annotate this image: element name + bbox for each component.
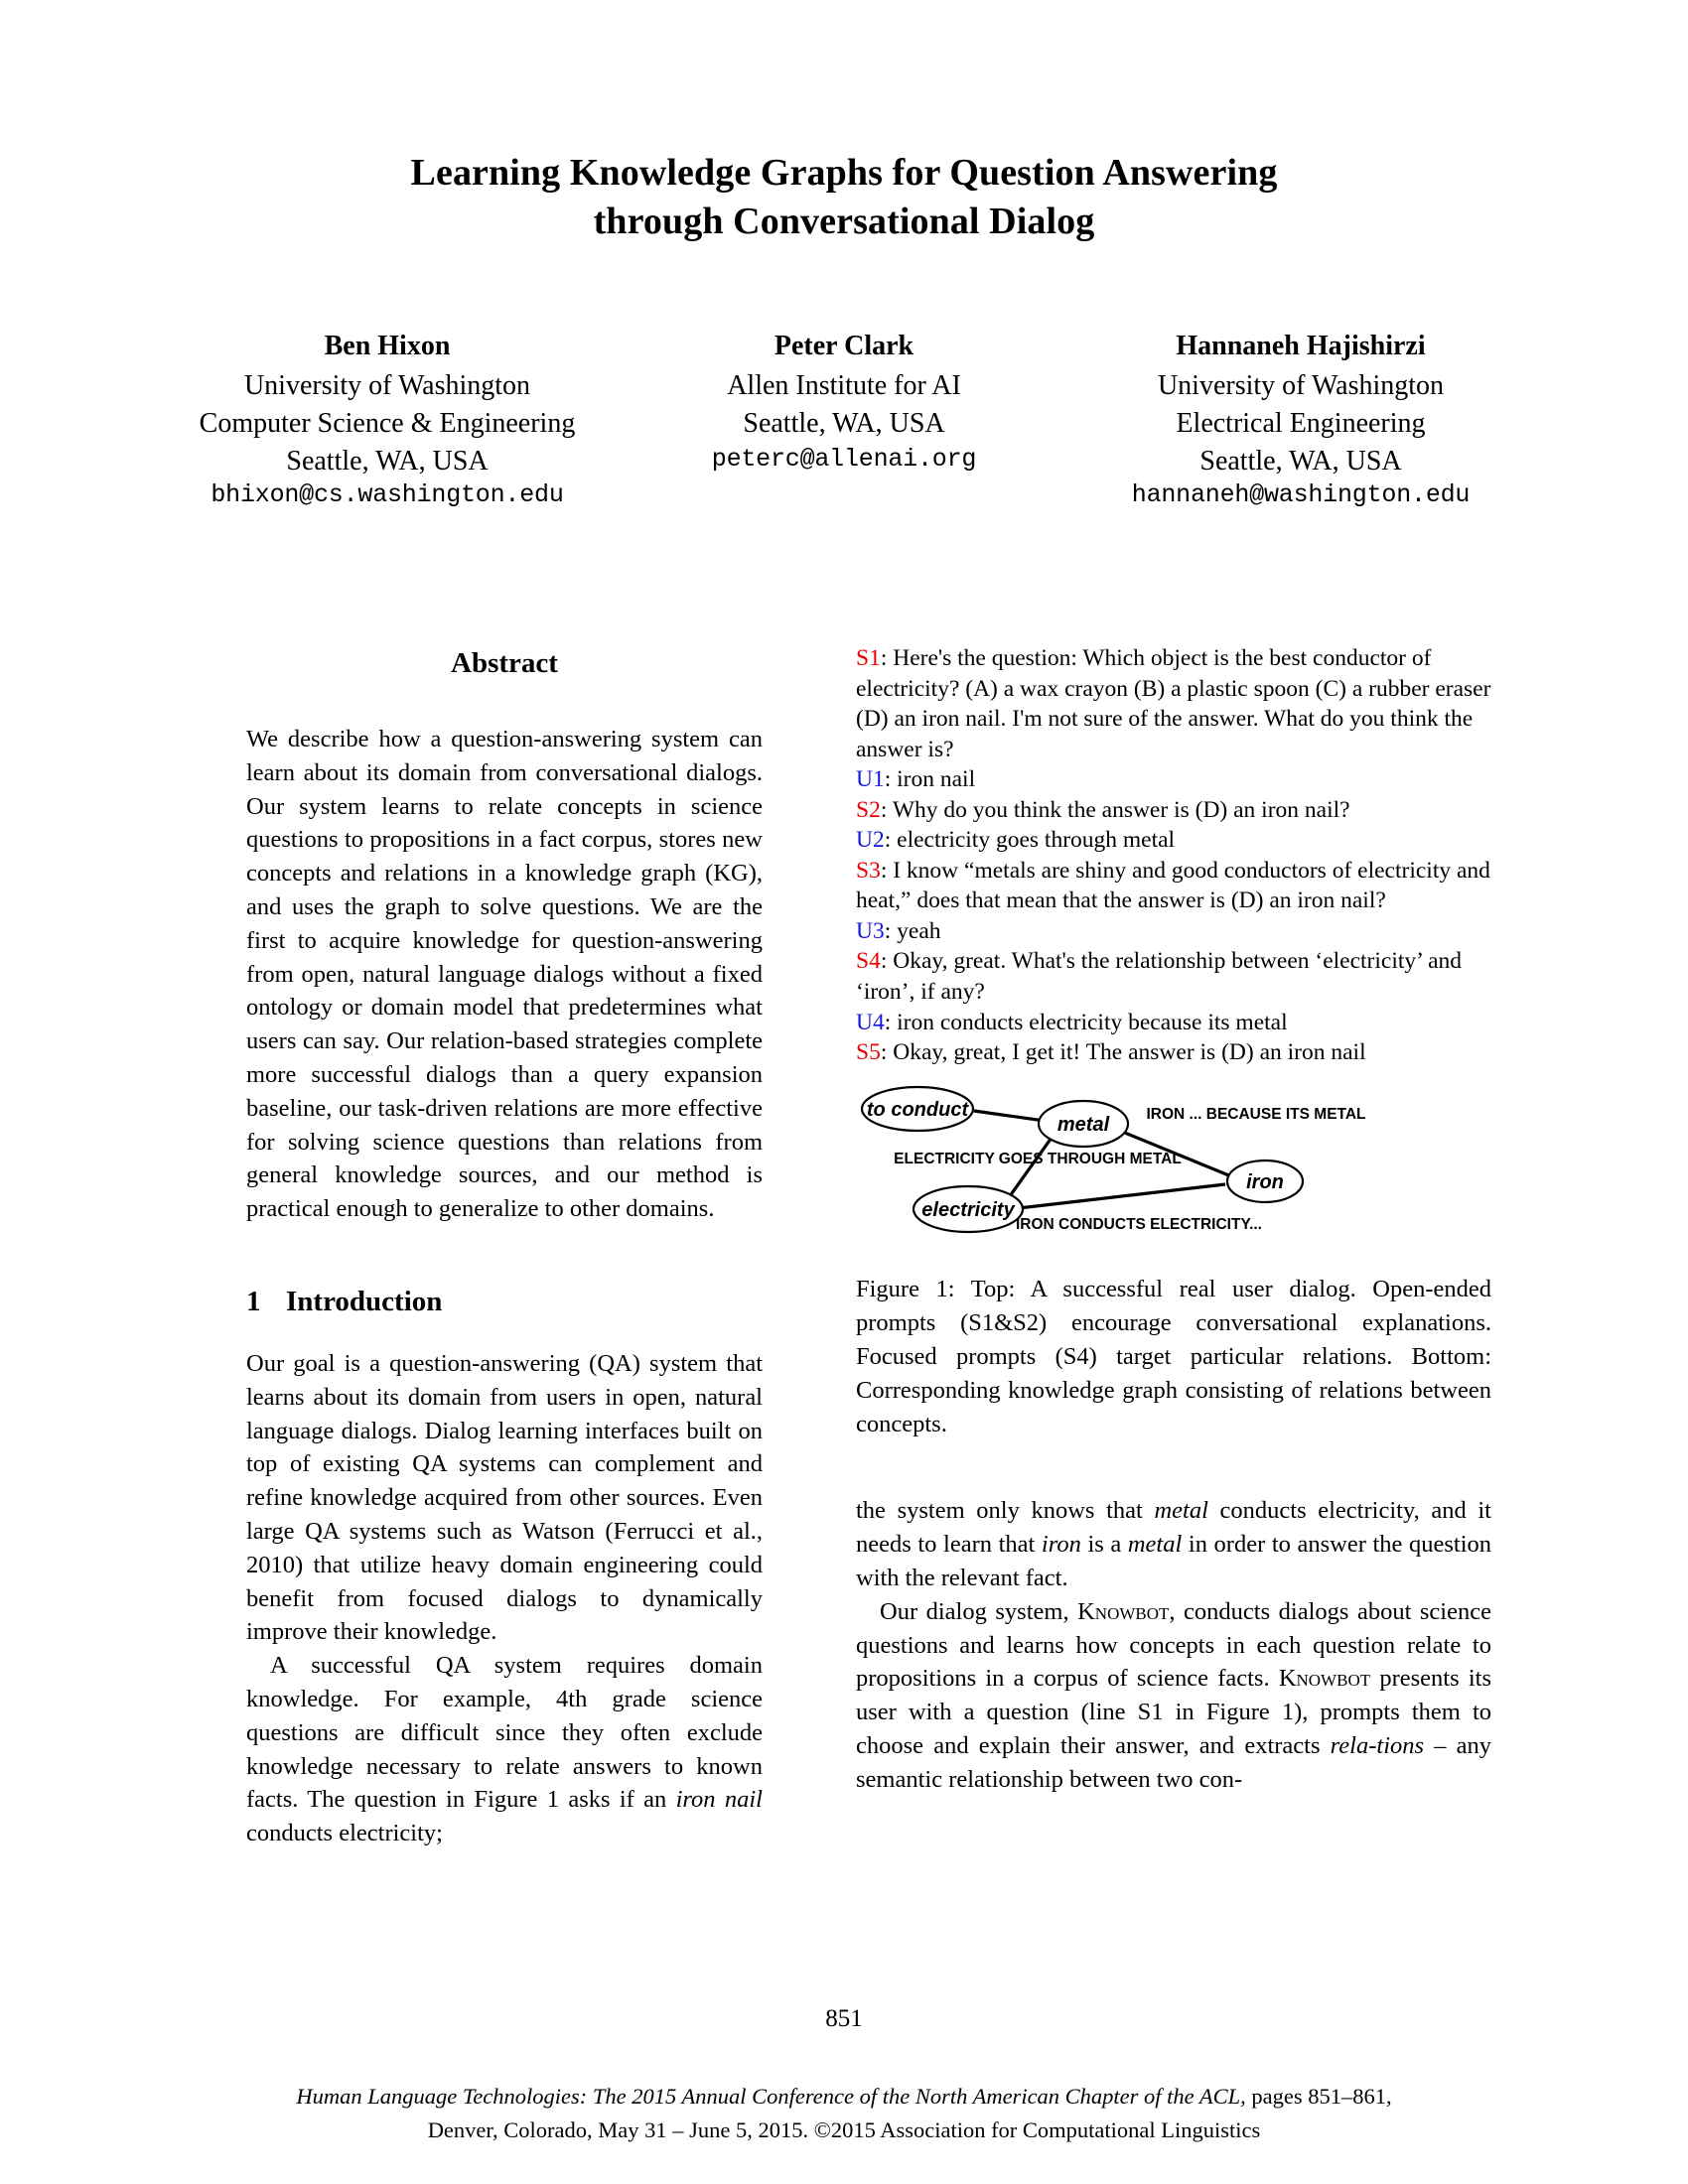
- dialog-text: I know “metals are shiny and good conductors of electricity and heat,” does that mean that the answer is (D) an iron nail?: [856, 857, 1490, 914]
- dialog-text: electricity goes through metal: [897, 827, 1176, 854]
- kg-edge-label-electricity-iron: IRON CONDUCTS ELECTRICITY...: [1015, 1215, 1263, 1233]
- dialog-speaker-label: U3: [856, 917, 885, 944]
- author-affiliation: University of Washington: [1157, 370, 1445, 402]
- dialog-turn: [856, 795, 1491, 826]
- dialog-text: iron conducts electricity because its metal: [897, 1009, 1288, 1035]
- section-number: 1: [246, 1285, 261, 1317]
- intro-paragraph-1: Our goal is a question-answering (QA) system that learns about its domain from users in open, natural language dialogs. Dialog learning interfaces built on top of existing QA systems can complement and refine knowledge acquired from other sources. Even large QA systems such as Watson (Ferrucci et al., 2010) that utilize heavy domain engineering could benefit from focused dialogs to dynamically improve their knowledge.: [246, 1349, 763, 1646]
- dialog-text: yeah: [897, 917, 941, 944]
- rp1-italic-iron: iron: [1041, 1531, 1081, 1559]
- section-heading-introduction: [246, 1282, 763, 1321]
- rp1-part-c: is a: [1080, 1531, 1128, 1559]
- dialog-colon: :: [880, 1039, 888, 1066]
- left-column: [246, 643, 763, 1850]
- author-name: Ben Hixon: [324, 331, 451, 361]
- author-name: Peter Clark: [774, 331, 914, 361]
- dialog-text: Okay, great, I get it! The answer is (D) an iron nail: [887, 1039, 1366, 1066]
- title-line-2: through Conversational Dialog: [593, 200, 1095, 242]
- abstract-heading: Abstract: [451, 647, 558, 679]
- rp1-italic-metal: metal: [1154, 1497, 1208, 1525]
- dialog-speaker-label: U4: [856, 1009, 885, 1035]
- rp2-smallcaps-knowbot: Knowbot: [1077, 1597, 1170, 1625]
- rp1-part-b: conducts electricity, and it needs to learn that: [856, 1497, 1491, 1559]
- dialog-speaker-label: S1: [856, 645, 881, 671]
- dialog-text: Why do you think the answer is (D) an iron nail?: [892, 796, 1350, 823]
- title-block: [248, 149, 1440, 245]
- page-title: [248, 149, 1440, 245]
- dialog-colon: :: [880, 645, 894, 671]
- title-line-1: Learning Knowledge Graphs for Question Answering: [410, 152, 1278, 194]
- right-paragraph-2: [856, 1595, 1491, 1797]
- intro-paragraph-2: [246, 1649, 763, 1850]
- abstract-text: We describe how a question-answering system can learn about its domain from conversational dialogs. Our system learns to relate concepts in science questions to propositions in a fact corpus, stores new concepts and relations in a knowledge graph (KG), and uses the graph to solve questions. We are the first to acquire knowledge for question-answering from open, natural language dialogs without a fixed ontology or domain model that predetermines what users can say. Our relation-based strategies complete more successful dialogs than a query expansion baseline, our task-driven relations are more effective for solving science questions than relations from general knowledge sources, and our method is practical enough to generalize to other domains.: [246, 726, 763, 1223]
- footer-line-2: Denver, Colorado, May 31 – June 5, 2015. ©2015 Association for Computational Linguistics: [427, 2116, 1261, 2142]
- dialog-turn: [856, 946, 1491, 1007]
- dialog-colon: :: [884, 827, 898, 854]
- kg-node-label-to-conduct: to conduct: [866, 1098, 969, 1121]
- dialog-speaker-label: U2: [856, 827, 885, 854]
- dialog-text: Here's the question: Which object is the best conductor of electricity? (A) a wax crayon (B) a plastic spoon (C) a rubber eraser (D) an iron nail. I'm not sure of the answer. What do you think the answer is?: [856, 645, 1491, 762]
- rp2-part-c: presents its user with a question (line S1 in Figure 1), prompts them to choose and explain their answer, and extracts: [856, 1665, 1491, 1760]
- dialog-colon: :: [884, 1009, 898, 1035]
- author-name: Hannaneh Hajishirzi: [1176, 331, 1426, 361]
- author-location: Seattle, WA, USA: [286, 446, 489, 478]
- footer-citation: [0, 2080, 1688, 2147]
- dialog-speaker-label: S4: [856, 948, 881, 975]
- dialog-speaker-label: U1: [856, 766, 885, 793]
- dialog-text: iron nail: [897, 766, 976, 793]
- kg-edge-label-metal-iron: IRON ... BECAUSE ITS METAL: [1146, 1105, 1366, 1123]
- kg-node-label-electricity: electricity: [921, 1198, 1015, 1221]
- dialog-colon: :: [880, 857, 888, 884]
- page-number: 851: [825, 2005, 863, 2032]
- dialog-turn: [856, 916, 1491, 947]
- author-email[interactable]: bhixon@cs.washington.edu: [211, 480, 564, 509]
- author-department: Computer Science & Engineering: [199, 408, 576, 440]
- author-location: Seattle, WA, USA: [743, 408, 945, 440]
- footer-venue: Human Language Technologies: The 2015 Annual Conference of the North American Chapter of the ACL: [296, 2084, 1241, 2109]
- author-location: Seattle, WA, USA: [1199, 446, 1402, 478]
- dialog-turn: [856, 764, 1491, 795]
- dialog-colon: :: [880, 796, 893, 823]
- author-entry: [169, 328, 606, 509]
- intro-p2-part-b: conducts electricity;: [246, 1820, 443, 1847]
- kg-edge-label-metal-electricity: ELECTRICITY GOES THROUGH METAL: [894, 1150, 1182, 1167]
- footer-line-1: [0, 2080, 1688, 2114]
- right-paragraph-1: [856, 1494, 1491, 1594]
- dialog-speaker-label: S3: [856, 857, 881, 884]
- dialog-speaker-label: S2: [856, 796, 881, 823]
- author-email[interactable]: peterc@allenai.org: [711, 445, 977, 475]
- dialog-colon: :: [884, 766, 898, 793]
- intro-p2-italic: iron nail: [675, 1786, 763, 1814]
- dialog-turn: [856, 856, 1491, 916]
- author-affiliation: University of Washington: [243, 370, 531, 402]
- intro-p2-part-a: A successful QA system requires domain knowledge. For example, 4th grade science questions are difficult since they often exclude knowledge necessary to relate answers to known facts. The question in Figure 1 asks if an: [246, 1652, 763, 1814]
- dialog-turn: [856, 1008, 1491, 1038]
- figure-1: [856, 1084, 1491, 1441]
- section-title: Introduction: [286, 1285, 443, 1317]
- dialog-colon: :: [884, 917, 898, 944]
- kg-node-label-metal: metal: [1056, 1113, 1110, 1136]
- rp2-smallcaps-knowbot-2: Knowbot: [1278, 1665, 1371, 1693]
- rp1-italic-metal-2: metal: [1127, 1531, 1183, 1559]
- dialog-turn: [856, 825, 1491, 856]
- author-email[interactable]: hannaneh@washington.edu: [1131, 480, 1471, 509]
- author-entry: [626, 328, 1062, 477]
- footer-pages: , pages 851–861,: [1240, 2084, 1392, 2109]
- dialog-text: Okay, great. What's the relationship between ‘electricity’ and ‘iron’, if any?: [856, 948, 1463, 1006]
- rp1-part-d: in order to answer the question with the relevant fact.: [856, 1531, 1491, 1592]
- author-affiliation: Allen Institute for AI: [727, 370, 961, 402]
- rp2-part-b: , conducts dialogs about science questions and learns how concepts in each question relate to propositions in a corpus of science facts.: [856, 1597, 1491, 1693]
- dialog-turn: [856, 1037, 1491, 1068]
- right-column: [856, 643, 1491, 1797]
- rp1-part-a: the system only knows that: [856, 1497, 1155, 1525]
- kg-node-label-iron: iron: [1246, 1170, 1284, 1193]
- dialog-speaker-label: S5: [856, 1039, 881, 1066]
- dialog-turn: [856, 643, 1491, 764]
- rp2-part-d: – any semantic relationship between two con-: [856, 1732, 1492, 1793]
- author-block: [169, 328, 1519, 509]
- dialog-transcript: [856, 643, 1491, 1068]
- rp2-part-a: Our dialog system,: [880, 1597, 1078, 1625]
- dialog-colon: :: [880, 948, 888, 975]
- knowledge-graph-diagram: [856, 1084, 1491, 1238]
- author-entry: [1082, 328, 1519, 509]
- figure-caption: Figure 1: Top: A successful real user dialog. Open-ended prompts (S1&S2) encourage conversational explanations. Focused prompts (S4) target particular relations. Bottom: Corresponding knowledge graph consisting of relations between concepts.: [856, 1276, 1491, 1437]
- kg-edge-electricity-iron: [1019, 1184, 1225, 1208]
- rp2-italic-relations: rela-tions: [1330, 1732, 1425, 1760]
- author-department: Electrical Engineering: [1176, 408, 1426, 440]
